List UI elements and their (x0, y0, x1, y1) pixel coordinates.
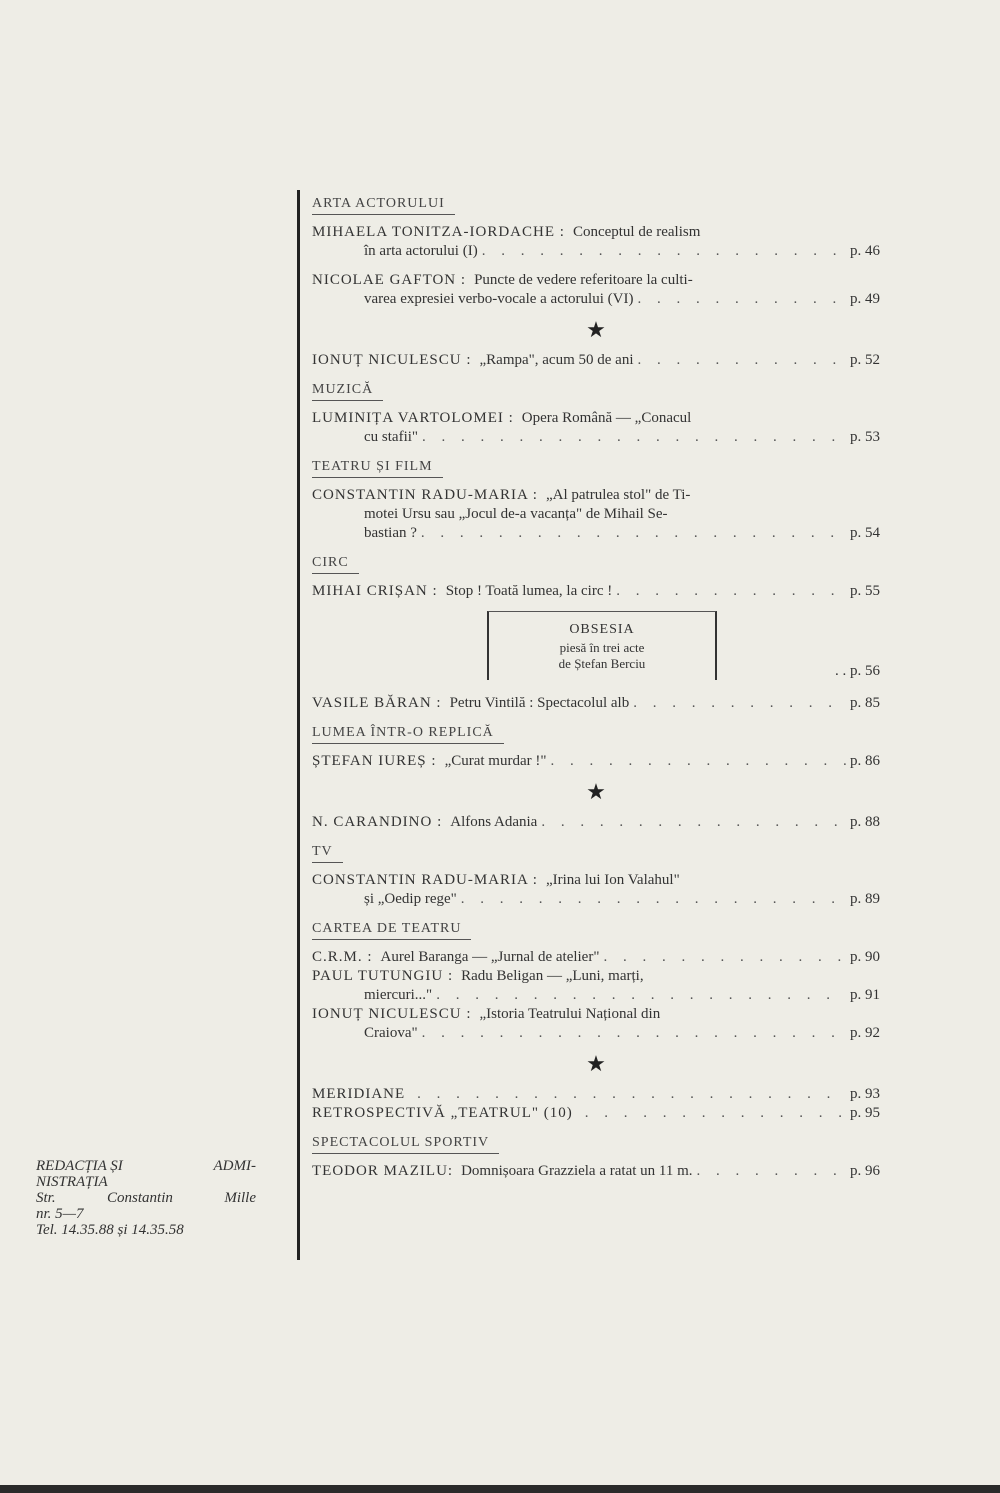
entry-first-line (312, 223, 880, 242)
toc-entry (312, 948, 880, 967)
entry-author: RETROSPECTIVĂ „TEATRUL" (10) (312, 1105, 573, 1121)
page-number: p. 46 (850, 243, 880, 259)
section-wrap (312, 380, 880, 409)
entry-title: „Istoria Teatrului Național din (479, 1006, 661, 1022)
toc-entry (312, 752, 880, 771)
redaction-line3c: Mille (224, 1190, 256, 1206)
toc-entry (312, 409, 880, 447)
redaction-line3a: Str. (36, 1190, 56, 1206)
section-heading: CIRC (312, 555, 359, 574)
page-number: p. 86 (850, 753, 880, 769)
section-wrap (312, 1133, 880, 1162)
entry-author: VASILE BĂRAN : (312, 695, 442, 711)
entry-title: Petru Vintilă : Spectacolul alb (449, 695, 630, 711)
leader-dots (637, 351, 846, 370)
page-number: p. 92 (850, 1025, 880, 1041)
entry-author: MERIDIANE (312, 1086, 406, 1102)
entry-author: N. CARANDINO : (312, 814, 443, 830)
play-box (487, 611, 717, 680)
section-heading: SPECTACOLUL SPORTIV (312, 1135, 499, 1154)
entry-first-line (312, 1005, 880, 1024)
star-separator: ★ (586, 317, 606, 342)
toc-entry (312, 1085, 880, 1104)
section-wrap (312, 842, 880, 871)
page-number: p. 89 (850, 891, 880, 907)
entry-author: PAUL TUTUNGIU : (312, 968, 454, 984)
entry-first-line (312, 271, 880, 290)
leader-dots (436, 986, 846, 1005)
entry-last-line (312, 890, 880, 909)
entry-first-line (312, 1104, 880, 1123)
leader-dots (633, 694, 846, 713)
entry-last-line (312, 524, 880, 543)
section-heading: MUZICĂ (312, 382, 383, 401)
entry-first-line (312, 871, 880, 890)
leader-dots (422, 1024, 846, 1043)
page-number: . . p. 56 (835, 663, 880, 679)
section-wrap (312, 553, 880, 582)
redaction-line3b: Constantin (107, 1190, 173, 1206)
entry-first-line (312, 1085, 880, 1104)
section-heading: ARTA ACTORULUI (312, 196, 455, 215)
section-wrap (312, 194, 880, 223)
toc-entry (312, 486, 880, 543)
entry-continuation: miercuri..." (364, 987, 433, 1003)
redaction-line4: nr. 5—7 (36, 1206, 84, 1222)
leader-dots (417, 1085, 846, 1104)
entry-title: Aurel Baranga — „Jurnal de atelier" (380, 949, 600, 965)
leader-dots (482, 242, 846, 261)
entry-author: IONUȚ NICULESCU : (312, 352, 472, 368)
page-number: p. 96 (850, 1163, 880, 1179)
redaction-line5: Tel. 14.35.88 și 14.35.58 (36, 1222, 184, 1238)
vertical-rule (297, 190, 300, 1260)
page-number: p. 54 (850, 525, 880, 541)
page-number: p. 93 (850, 1086, 880, 1102)
entry-title: „Rampa", acum 50 de ani (479, 352, 634, 368)
star-separator: ★ (586, 779, 606, 804)
entry-continuation: și „Oedip rege" (364, 891, 457, 907)
toc-entry (312, 1005, 880, 1043)
entry-author: MIHAI CRIȘAN : (312, 583, 438, 599)
leader-dots (697, 1162, 846, 1181)
entry-author: ȘTEFAN IUREȘ : (312, 753, 437, 769)
toc-entry (312, 351, 880, 370)
entry-first-line (312, 486, 880, 505)
section-wrap (312, 723, 880, 752)
entry-author: IONUȚ NICULESCU : (312, 1006, 472, 1022)
redaction-line1a: REDACȚIA ȘI (36, 1158, 123, 1174)
page-number: p. 90 (850, 949, 880, 965)
entry-continuation: motei Ursu sau „Jocul de-a vacanța" de Mihail Se- (364, 506, 668, 522)
page-number: p. 52 (850, 352, 880, 368)
entry-first-line (312, 813, 880, 832)
entry-last-line (312, 1024, 880, 1043)
leader-dots (637, 290, 846, 309)
entry-first-line (312, 1162, 880, 1181)
page-number: p. 53 (850, 429, 880, 445)
entry-title: „Irina lui Ion Valahul" (545, 872, 680, 888)
section-heading: LUMEA ÎNTR-O REPLICĂ (312, 725, 504, 744)
section-wrap (312, 919, 880, 948)
entry-first-line (312, 409, 880, 428)
leader-dots (541, 813, 846, 832)
entry-author: C.R.M. : (312, 949, 373, 965)
entry-author: TEODOR MAZILU: (312, 1163, 454, 1179)
entry-first-line (312, 351, 880, 370)
leader-dots (603, 948, 846, 967)
table-of-contents (312, 194, 880, 1191)
entry-continuation: Craiova" (364, 1025, 418, 1041)
play-author: de Ștefan Berciu (558, 656, 646, 671)
entry-continuation: în arta actorului (I) (364, 243, 478, 259)
entry-title: Domnișoara Grazziela a ratat un 11 m. (461, 1163, 693, 1179)
toc-entry (312, 582, 880, 601)
page-number: p. 55 (850, 583, 880, 599)
entry-title: Puncte de vedere referitoare la culti- (474, 272, 693, 288)
entry-title: „Curat murdar !" (444, 753, 547, 769)
page-number: p. 95 (850, 1105, 880, 1121)
toc-entry (312, 694, 880, 713)
entry-first-line (312, 752, 880, 771)
entry-author: CONSTANTIN RADU-MARIA : (312, 487, 538, 503)
play-title: OBSESIA (569, 622, 635, 637)
entry-first-line (312, 967, 880, 986)
redaction-address (36, 1158, 256, 1238)
toc-entry (312, 967, 880, 1005)
entry-author: CONSTANTIN RADU-MARIA : (312, 872, 538, 888)
section-wrap (312, 457, 880, 486)
entry-title: Radu Beligan — „Luni, marți, (461, 968, 644, 984)
redaction-line1b: ADMI- (213, 1158, 256, 1174)
entry-title: Opera Română — „Conacul (521, 410, 692, 426)
toc-entry (312, 813, 880, 832)
entry-author: MIHAELA TONITZA-IORDACHE : (312, 224, 565, 240)
section-heading: TEATRU ȘI FILM (312, 459, 443, 478)
star-separator: ★ (586, 1051, 606, 1076)
toc-entry (312, 271, 880, 309)
leader-dots (585, 1104, 846, 1123)
toc-entry (312, 1162, 880, 1181)
toc-entry (312, 223, 880, 261)
entry-title: Alfons Adania (450, 814, 538, 830)
play-subtitle: piesă în trei acte (559, 640, 645, 655)
entry-continuation: cu stafii" (364, 429, 419, 445)
page-edge (0, 1485, 1000, 1493)
entry-title: Stop ! Toată lumea, la circ ! (445, 583, 613, 599)
entry-continuation: bastian ? (364, 525, 417, 541)
leader-dots (551, 752, 847, 771)
leader-dots (422, 428, 846, 447)
entry-title: Conceptul de realism (572, 224, 701, 240)
entry-last-line (312, 242, 880, 261)
page-number: p. 88 (850, 814, 880, 830)
play-box-row (312, 611, 880, 680)
entry-first-line (312, 582, 880, 601)
page-number: p. 49 (850, 291, 880, 307)
entry-author: LUMINIȚA VARTOLOMEI : (312, 410, 514, 426)
page-number: p. 85 (850, 695, 880, 711)
entry-first-line (312, 694, 880, 713)
section-heading: CARTEA DE TEATRU (312, 921, 471, 940)
entry-author: NICOLAE GAFTON : (312, 272, 467, 288)
redaction-line2: NISTRAȚIA (36, 1174, 108, 1190)
entry-first-line (312, 948, 880, 967)
page-number: p. 91 (850, 987, 880, 1003)
entry-last-line (312, 986, 880, 1005)
entry-last-line (312, 428, 880, 447)
toc-entry (312, 871, 880, 909)
leader-dots (616, 582, 846, 601)
section-heading: TV (312, 844, 343, 863)
leader-dots (461, 890, 846, 909)
toc-entry (312, 1104, 880, 1123)
entry-continuation: varea expresiei verbo-vocale a actorului (VI) (364, 291, 634, 307)
entry-last-line (312, 290, 880, 309)
entry-title: „Al patrulea stol" de Ti- (545, 487, 691, 503)
leader-dots (421, 524, 846, 543)
